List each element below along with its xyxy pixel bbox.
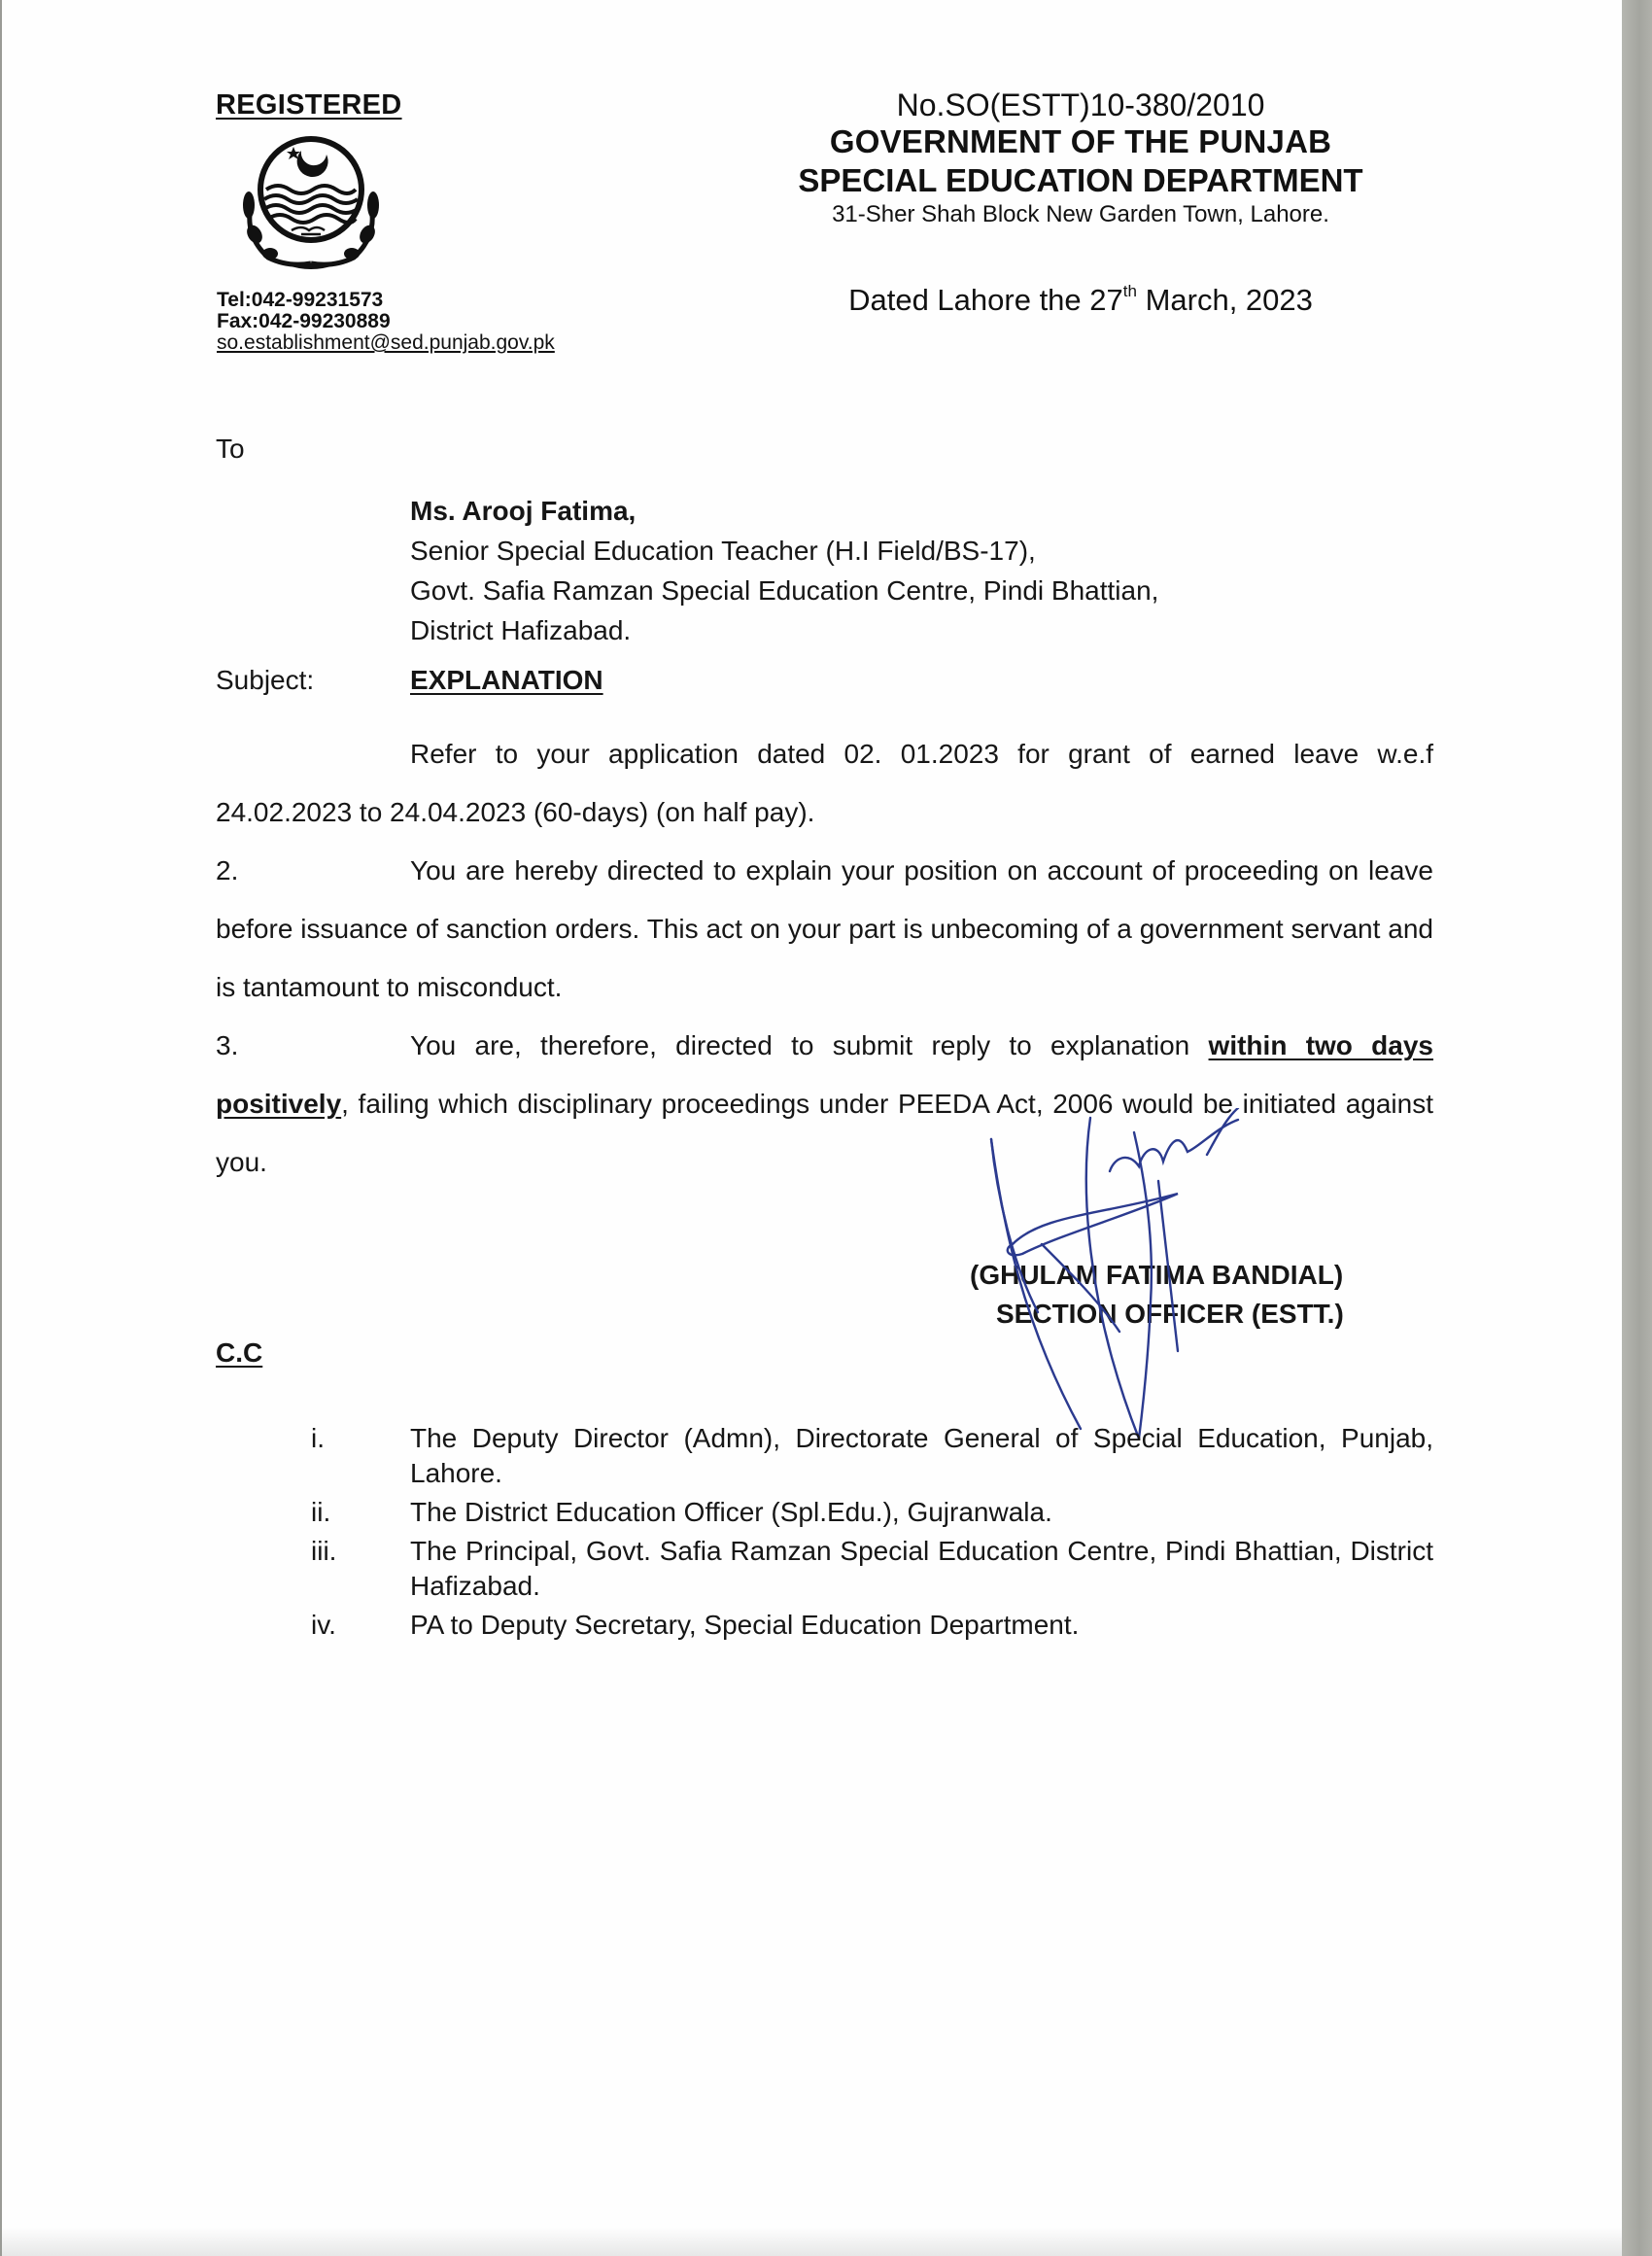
- cc-list-item: [311, 1495, 1433, 1530]
- paragraph-3-text-end: , failing which disciplinary proceedings under PEEDA Act, 2006 would be initiated against you.: [216, 1089, 1433, 1177]
- date-superscript: th: [1122, 282, 1137, 300]
- signatory-name: (GHULAM FATIMA BANDIAL): [970, 1260, 1344, 1290]
- cc-item-number: ii.: [311, 1497, 331, 1527]
- to-label: To: [216, 434, 245, 464]
- paragraph-1-text: Refer to your application dated 02. 01.2023 for grant of earned leave w.e.f 24.02.2023 to 24.04.2023 (60-days) (on half pay).: [216, 739, 1433, 827]
- addressee-line: Senior Special Education Teacher (H.I Field/BS-17),: [410, 536, 1036, 566]
- signatory-title: SECTION OFFICER (ESTT.): [996, 1299, 1344, 1329]
- paragraph-3-text: You are, therefore, directed to submit reply to explanation: [410, 1030, 1209, 1060]
- cc-item-number: i.: [311, 1423, 325, 1453]
- handwritten-signature-icon: [983, 1108, 1304, 1448]
- date-prefix: Dated Lahore the 27: [848, 283, 1123, 317]
- department-address: 31-Sher Shah Block New Garden Town, Lahore.: [832, 201, 1329, 227]
- contact-block: [217, 290, 555, 354]
- email-link[interactable]: so.establishment@sed.punjab.gov.pk: [217, 331, 555, 354]
- registered-label: REGISTERED: [216, 89, 402, 121]
- scanner-edge: [1622, 0, 1652, 2256]
- punjab-emblem-icon: [233, 129, 389, 275]
- subject-value: EXPLANATION: [410, 665, 603, 695]
- cc-item-text: The District Education Officer (Spl.Edu.), Gujranwala.: [410, 1497, 1052, 1527]
- letterhead-right: [740, 87, 1421, 229]
- reference-number: No.SO(ESTT)10-380/2010: [896, 87, 1265, 122]
- cc-item-number: iii.: [311, 1536, 337, 1566]
- cc-label: C.C: [216, 1337, 263, 1368]
- paragraph-1: [216, 725, 1433, 842]
- cc-item-text: The Deputy Director (Admn), Directorate General of Special Education, Punjab, Lahore.: [410, 1423, 1433, 1488]
- scan-shadow: [2, 2227, 1624, 2256]
- paragraph-number: 2.: [216, 855, 239, 885]
- date-suffix: March, 2023: [1136, 283, 1313, 317]
- cc-list-item: [311, 1534, 1433, 1604]
- subject-label: Subject:: [216, 665, 315, 695]
- cc-list-item: [311, 1421, 1433, 1491]
- paragraph-2-text: You are hereby directed to explain your position on account of proceeding on leave before issuance of sanction orders. This act on your part is unbecoming of a government servant and is tantamount to misconduct.: [216, 855, 1433, 1002]
- telephone: Tel:042-99231573: [217, 289, 384, 311]
- government-title: GOVERNMENT OF THE PUNJAB: [829, 123, 1332, 159]
- addressee-line: District Hafizabad.: [410, 615, 632, 645]
- cc-item-text: PA to Deputy Secretary, Special Education Department.: [410, 1610, 1080, 1640]
- department-title: SPECIAL EDUCATION DEPARTMENT: [798, 162, 1363, 198]
- paragraph-2: [216, 842, 1433, 1017]
- fax: Fax:042-99230889: [217, 310, 391, 332]
- cc-list: [311, 1421, 1433, 1647]
- addressee-line: Govt. Safia Ramzan Special Education Centre, Pindi Bhattian,: [410, 575, 1159, 606]
- cc-item-number: iv.: [311, 1610, 336, 1640]
- date-line: [740, 282, 1421, 318]
- addressee-block: [410, 491, 1158, 650]
- paragraph-number: 3.: [216, 1030, 239, 1060]
- deadline-emphasis: within two days positively: [216, 1030, 1433, 1119]
- cc-list-item: [311, 1608, 1433, 1643]
- addressee-name: Ms. Arooj Fatima,: [410, 496, 637, 526]
- cc-item-text: The Principal, Govt. Safia Ramzan Special Education Centre, Pindi Bhattian, District Hafizabad.: [410, 1536, 1433, 1601]
